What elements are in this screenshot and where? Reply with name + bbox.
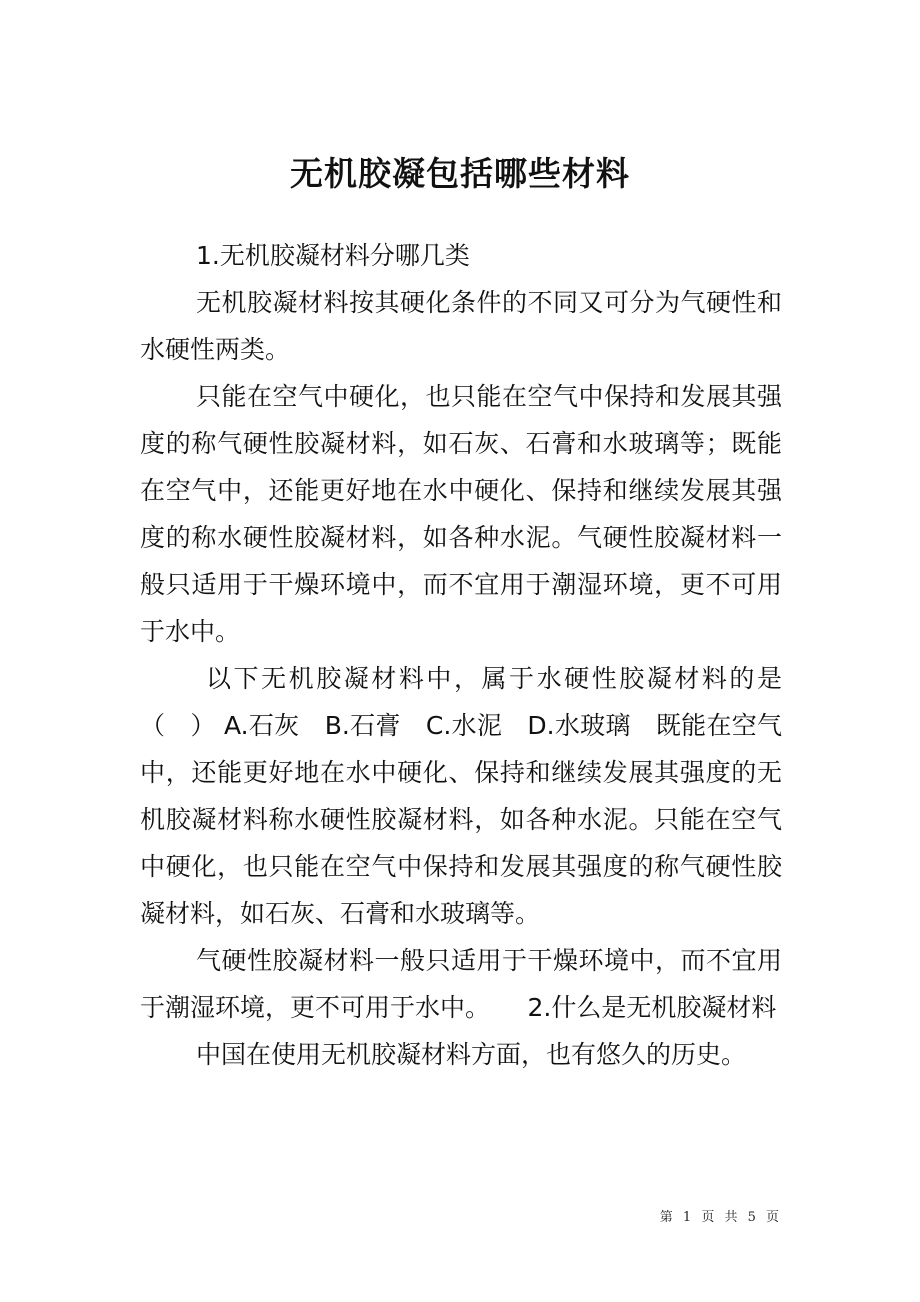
document-title: 无机胶凝包括哪些材料 [290,154,630,194]
page-indicator: 第 1 页 共 5 页 [659,1210,782,1225]
paragraph-air-hardening-note: 气硬性胶凝材料一般只适用于干燥环境中，而不宜用于潮湿环境，更不可用于水中。 2.什么是无机胶凝材料 [140,946,782,1022]
paragraph-section-heading-1: 1.无机胶凝材料分哪几类 [196,241,470,270]
paragraph-classification: 无机胶凝材料按其硬化条件的不同又可分为气硬性和水硬性两类。 [140,288,782,364]
document-body [140,232,782,1078]
paragraph-history: 中国在使用无机胶凝材料方面，也有悠久的历史。 [196,1040,747,1069]
paragraph-question: 以下无机胶凝材料中，属于水硬性胶凝材料的是（ ） A.石灰 B.石膏 C.水泥 D.水玻璃 既能在空气中，还能更好地在水中硬化、保持和继续发展其强度的无机胶凝材料称水硬性胶凝材料，如各种水泥。只能在空气中硬化，也只能在空气中保持和发展其强度的称气硬性胶凝材料，如石灰、石膏和水玻璃等。 [140,664,782,928]
paragraph-definitions: 只能在空气中硬化，也只能在空气中保持和发展其强度的称气硬性胶凝材料，如石灰、石膏和水玻璃等；既能在空气中，还能更好地在水中硬化、保持和继续发展其强度的称水硬性胶凝材料，如各种水泥。气硬性胶凝材料一般只适用于干燥环境中，而不宜用于潮湿环境，更不可用于水中。 [140,382,782,646]
